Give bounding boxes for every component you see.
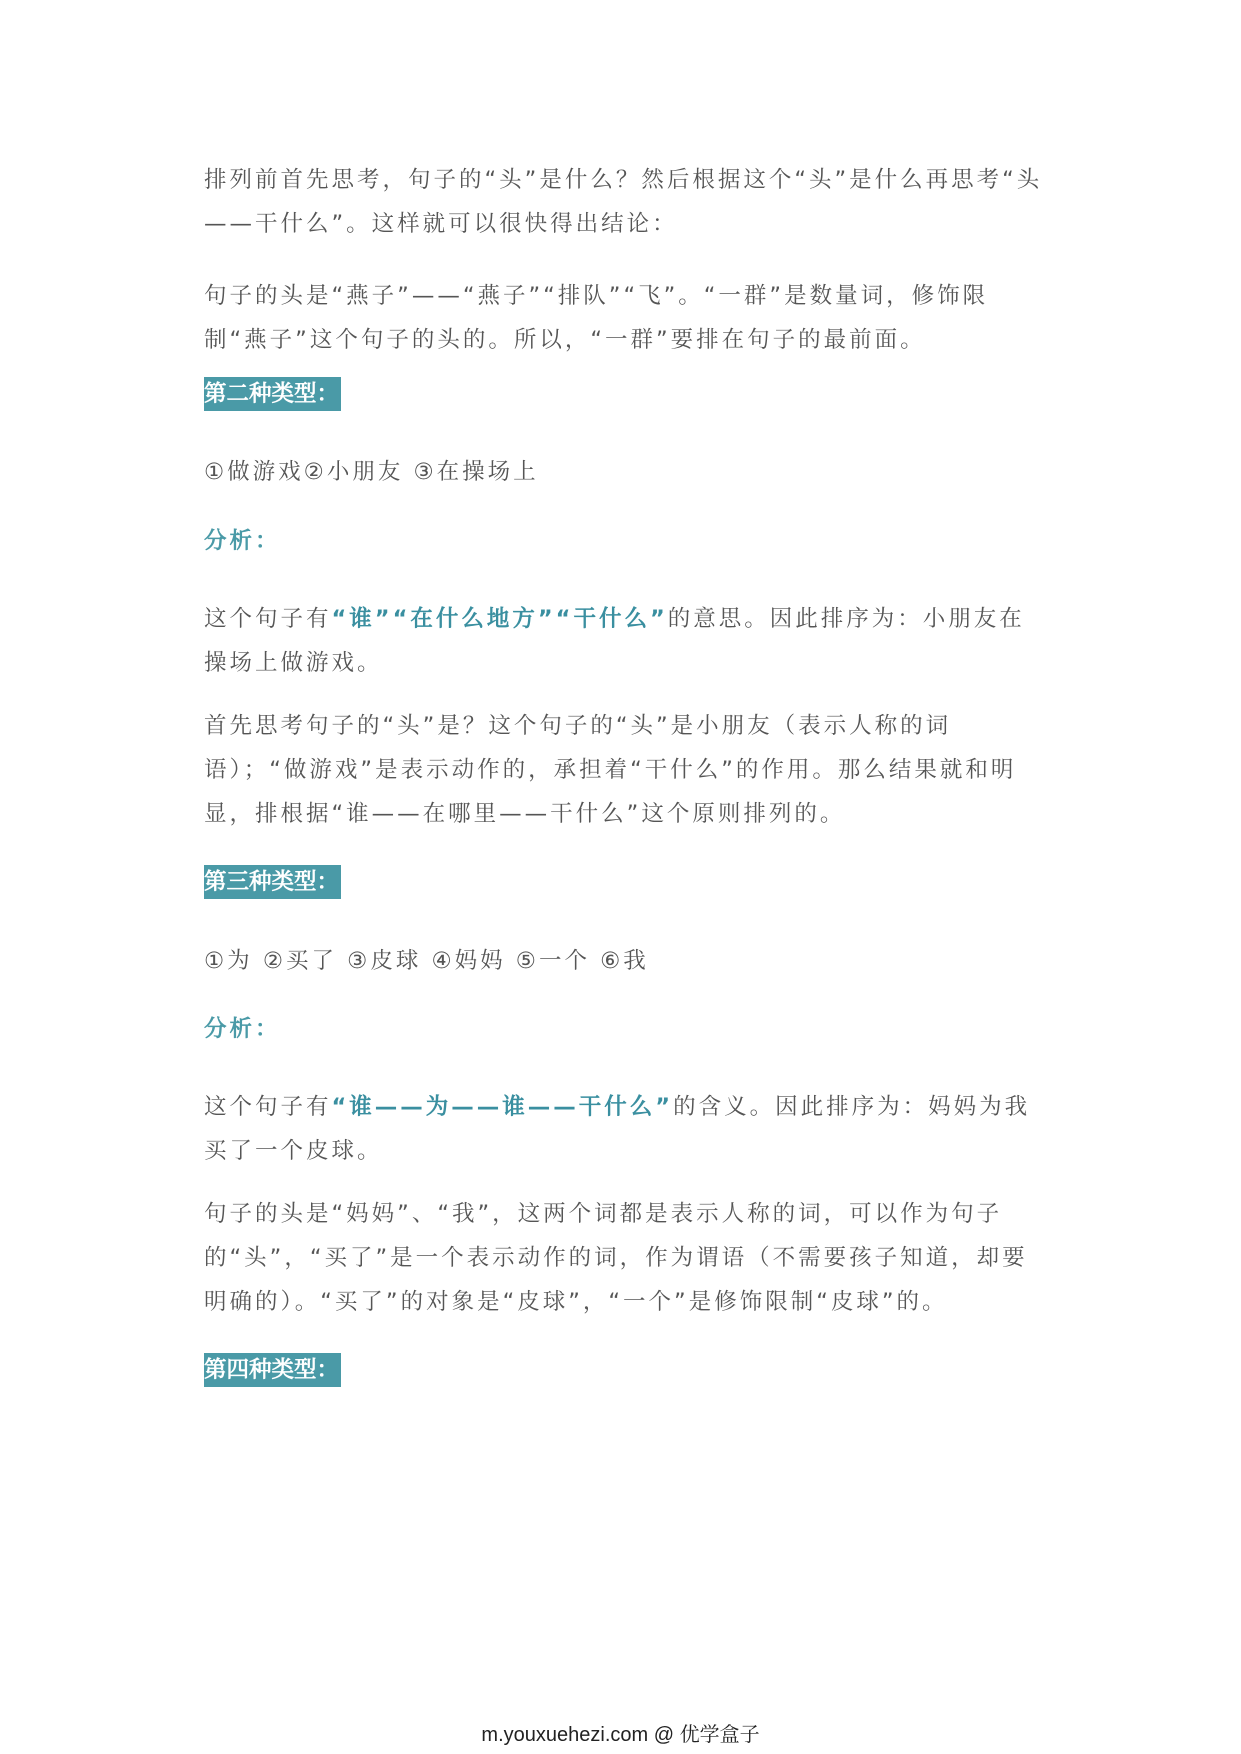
- type2-analysis-paragraph-1: [204, 597, 1044, 685]
- type3-word-items: ①为 ②买了 ③皮球 ④妈妈 ⑤一个 ⑥我: [204, 948, 649, 974]
- section-heading-type2: 第二种类型：: [204, 377, 341, 411]
- type2-analysis-paragraph-2: 首先思考句子的“头”是？这个句子的“头”是小朋友（表示人称的词语）；“做游戏”是表示动作的，承担着“干什么”的作用。那么结果就和明显，排根据“谁——在哪里——干什么”这个原则排列的。: [204, 713, 1017, 827]
- type2-a1-post: 的意思。因此排序为：小朋友在操场上做游戏。: [204, 606, 1025, 676]
- type3-a1-post: 的含义。因此排序为：妈妈为我买了一个皮球。: [204, 1094, 1031, 1164]
- type3-a1-highlight: “谁——为——谁——干什么”: [331, 1094, 674, 1120]
- paragraph-swallow-example: 句子的头是“燕子”——“燕子”“排队”“飞”。“一群”是数量词，修饰限制“燕子”这个句子的头的。所以，“一群”要排在句子的最前面。: [204, 283, 989, 353]
- type2-a1-highlight: “谁”“在什么地方”“干什么”: [331, 606, 668, 632]
- section-heading-type3: 第三种类型：: [204, 865, 341, 899]
- type3-a1-pre: 这个句子有: [204, 1094, 332, 1120]
- paragraph-intro: 排列前首先思考，句子的“头”是什么？然后根据这个“头”是什么再思考“头——干什么”。这样就可以很快得出结论：: [204, 167, 1043, 237]
- type3-analysis-paragraph-1: [204, 1085, 1044, 1173]
- type3-analysis-label: 分析：: [204, 1016, 281, 1042]
- type3-analysis-paragraph-2: 句子的头是“妈妈”、“我”，这两个词都是表示人称的词，可以作为句子的“头”，“买了”是一个表示动作的词，作为谓语（不需要孩子知道，却要明确的）。“买了”的对象是“皮球”，“一个”是修饰限制“皮球”的。: [204, 1201, 1028, 1315]
- footer-watermark: m.youxuehezi.com @ 优学盒子: [481, 1724, 760, 1746]
- type2-a1-pre: 这个句子有: [204, 606, 332, 632]
- section-heading-type4: 第四种类型：: [204, 1353, 341, 1387]
- type2-word-items: ①做游戏②小朋友 ③在操场上: [204, 459, 539, 485]
- type2-analysis-label: 分析：: [204, 528, 281, 554]
